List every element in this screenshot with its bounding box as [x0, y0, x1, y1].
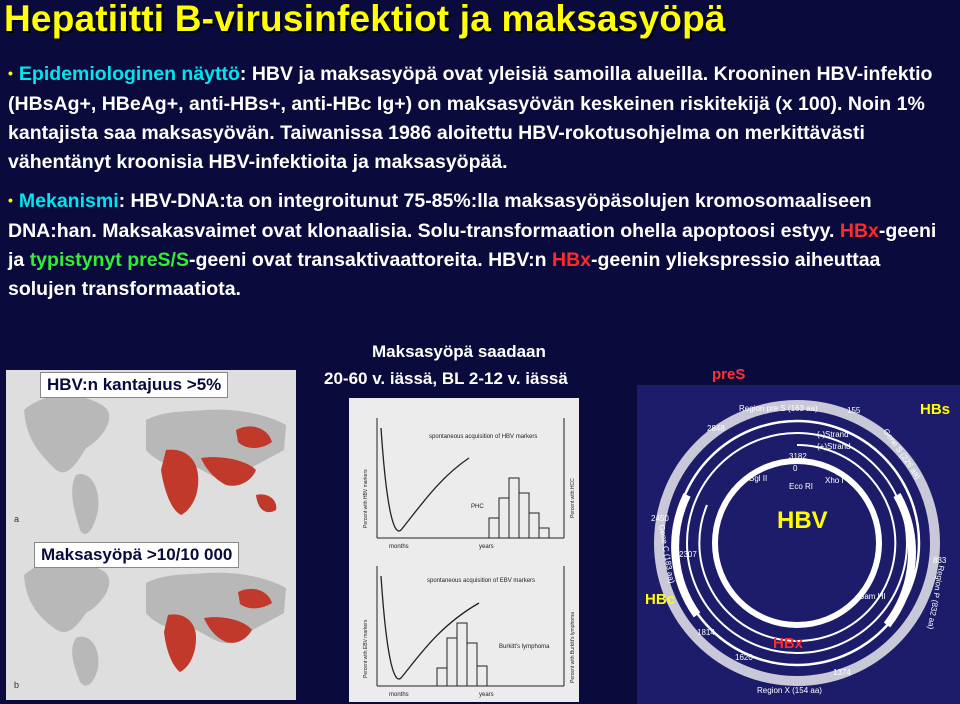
- pos-2307: 2307: [679, 550, 697, 559]
- site-ecori: Eco RI: [789, 482, 814, 491]
- chart-hbv-hcc: [363, 418, 576, 550]
- minus-strand-label: (-)Strand: [817, 430, 849, 439]
- pos-2848: 2848: [707, 424, 725, 433]
- age-label-line2: 20-60 v. iässä, BL 2-12 v. iässä: [324, 369, 568, 388]
- site-bamhi: Bam HI: [859, 592, 886, 601]
- keyword-epidemiology: Epidemiologinen näyttö: [18, 63, 240, 85]
- age-incidence-figure: [349, 398, 579, 702]
- map-label-liver-cancer: Maksasyöpä >10/10 000: [34, 542, 239, 568]
- chart-top-annotation: spontaneous acquisition of HBV markers: [429, 434, 538, 440]
- hbv-marker-curve: [381, 428, 469, 531]
- map-label-hbv-carrier: HBV:n kantajuus >5%: [40, 372, 228, 398]
- bullet-dot-icon: •: [8, 65, 13, 81]
- ebv-marker-curve: [381, 576, 479, 679]
- bullet-dot-icon: •: [8, 192, 13, 208]
- pres-s-term: typistynyt preS/S: [29, 249, 189, 271]
- burkitt-histogram: [437, 623, 487, 686]
- bullet-mechanism: [8, 187, 953, 304]
- bullet-list: [8, 60, 953, 304]
- hbx-term: HBx: [552, 249, 592, 271]
- chart-bottom-x-years: years: [479, 692, 494, 698]
- pos-155: 155: [847, 406, 861, 415]
- polymerase-label: Region P (832 aa): [925, 564, 946, 631]
- region-x-label: Region X (154 aa): [757, 686, 822, 695]
- pos-1814: 1814: [697, 628, 715, 637]
- chart-ebv-burkitt: [363, 566, 576, 698]
- gene-label-hbc: HBc: [645, 591, 676, 608]
- slide-title: Hepatiitti B-virusinfektiot ja maksasyöpä: [4, 0, 726, 39]
- chart-top-hcc-label: PHC: [471, 504, 484, 510]
- pos-0: 0: [793, 464, 798, 473]
- chart-top-x-months: months: [389, 544, 409, 550]
- chart-bottom-y-right: Percent with Burkitt's lymphoma: [570, 612, 576, 683]
- genome-center-label: HBV: [777, 507, 828, 534]
- chart-top-x-years: years: [479, 544, 494, 550]
- pos-1374: 1374: [833, 668, 851, 677]
- gene-label-pres: preS: [712, 366, 746, 383]
- gene-s-label: Gene S (226 aa): [881, 426, 923, 481]
- chart-bottom-x-months: months: [389, 692, 409, 698]
- map-caption-b: b: [14, 680, 20, 690]
- age-label-line1: Maksasyöpä saadaan: [372, 342, 546, 361]
- bullet-epidemiology: [8, 60, 953, 177]
- age-incidence-chart-panel: [349, 398, 579, 702]
- site-xhoi: Xho I: [825, 476, 844, 485]
- bullet-mechanism-text-c: -geeni ovat transaktivaattoreita. HBV:n: [188, 249, 553, 271]
- pos-3182: 3182: [789, 452, 807, 461]
- world-map-panel: [6, 370, 296, 700]
- bullet-mechanism-text-a: : HBV-DNA:ta on integroitunut 75-85%:lla maksasyöpäsolujen kromosomaaliseen DNA:han. Maksakasvaimet ovat klonaalisia. Solu-transformaation ohella apoptoosi estyy.: [8, 190, 872, 242]
- bullet-epidemiology-text: : HBV ja maksasyöpä ovat yleisiä samoilla alueilla. Krooninen HBV-infektio (HBsAg+, HBeAg+, anti-HBs+, anti-HBc Ig+) on maksasyövän keskeinen riskitekijä (x 100). Noin 1% kantajista saa maksasyövän. Taiwanissa 1986 aloitettu HBV-rokotusohjelma on merkittävästi vähentänyt kroonisia HBV-infektioita ja maksasyöpää.: [8, 63, 933, 173]
- hbx-term: HBx: [839, 220, 879, 242]
- bullet-mechanism-text-b: -geeni ja: [8, 220, 937, 271]
- pos-2450: 2450: [651, 514, 669, 523]
- chart-top-y-left: Percent with HBV markers: [363, 469, 369, 528]
- world-map-figure: [6, 370, 296, 700]
- pos-1620: 1620: [735, 653, 753, 662]
- chart-bottom-annotation: spontaneous acquisition of EBV markers: [427, 578, 536, 584]
- gene-label-hbs: HBs: [919, 401, 950, 418]
- chart-top-y-right: Percent with HCC: [570, 478, 576, 518]
- hcc-histogram: [489, 478, 549, 538]
- keyword-mechanism: Mekanismi: [18, 190, 119, 212]
- chart-bottom-y-left: Percent with EBV markers: [363, 619, 369, 678]
- region-pres-label: Region pre S (163 aa): [739, 404, 818, 413]
- chart-bottom-burkitt-label: Burkitt's lymphoma: [499, 644, 550, 650]
- plus-strand-label: (+)Strand: [817, 442, 851, 451]
- pos-833: 833: [933, 556, 947, 565]
- hbv-genome-figure: [637, 385, 960, 704]
- gene-c-label: Gene C (183 aa): [657, 523, 677, 585]
- bullet-mechanism-text-d: -geenin yliekspressio aiheuttaa solujen transformaatiota.: [8, 249, 881, 300]
- site-bglii: Bgl II: [749, 474, 768, 483]
- gene-label-hbx: HBx: [773, 635, 804, 652]
- hbv-genome-panel: [637, 385, 960, 704]
- map-caption-a: a: [14, 514, 20, 524]
